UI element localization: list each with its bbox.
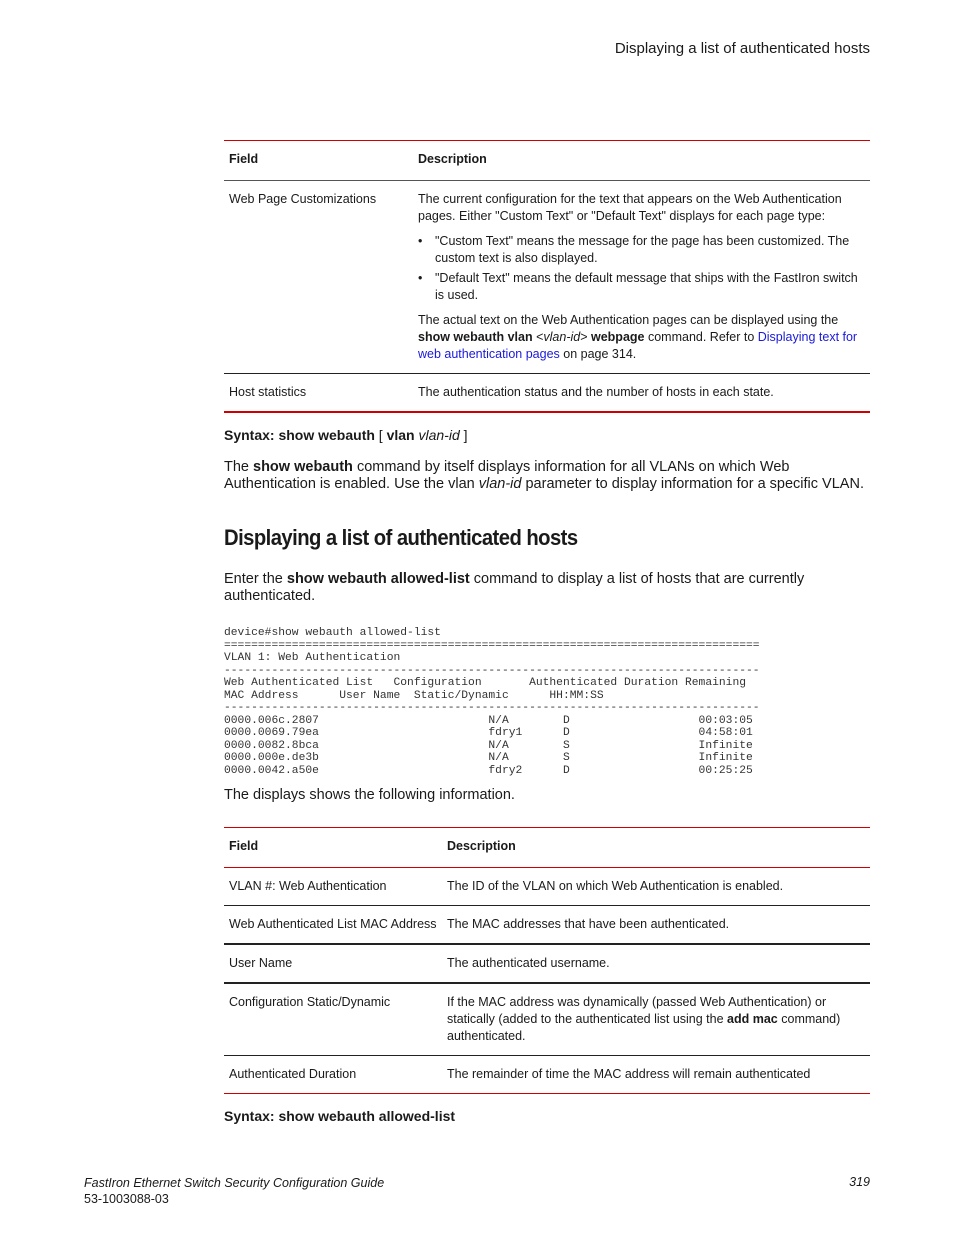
syntax-bracket: ]	[459, 427, 468, 443]
table-header-description: Description	[442, 828, 870, 868]
paragraph-text: The	[224, 459, 254, 475]
paragraph-text: command to display a list of hosts that are currently authenticated.	[224, 571, 805, 604]
description-cell: The authenticated username.	[442, 944, 870, 983]
table-row	[224, 944, 870, 983]
running-header: Displaying a list of authenticated hosts	[614, 40, 870, 57]
cross-reference-link[interactable]: Displaying text for web authentication pages	[418, 330, 858, 361]
syntax-argument: vlan-id	[414, 427, 460, 443]
allowed-list-fields-table	[224, 827, 870, 1094]
table-row	[224, 906, 870, 945]
command-output: device#show webauth allowed-list =============================================================================== VLAN 1: Web Authentication ------------------------------------------------------------------------------- Web Authenticated List Configuration Authenticated Duration Remaining MAC Address User Name Static/Dynamic HH:MM:SS ------------------------------------------------------------------------------- 0000.006c.2807 N/A D 00:03:05 0000.0069.79ea fdry1 D 04:58:01 0000.0082.8bca N/A S Infinite 0000.000e.de3b N/A S Infinite 0000.0042.a50e fdry2 D 00:25:25	[224, 627, 760, 777]
note-text: <	[532, 330, 544, 344]
paragraph-text: Enter the	[224, 571, 287, 587]
field-cell: VLAN #: Web Authentication	[224, 868, 442, 906]
field-cell: Web Authenticated List MAC Address	[224, 906, 442, 945]
table-row	[224, 983, 870, 1056]
note-text: >	[580, 330, 591, 344]
command-text: webpage	[591, 330, 645, 344]
document-number: 53-1003088-03	[84, 1192, 169, 1206]
syntax-line	[224, 427, 870, 443]
bullet-list	[418, 233, 865, 304]
field-cell: User Name	[224, 944, 442, 983]
page-content	[224, 140, 870, 1124]
syntax-bracket: [	[374, 427, 387, 443]
description-cell: The authentication status and the number of hosts in each state.	[413, 374, 870, 413]
body-paragraph	[224, 459, 870, 493]
footer	[84, 1175, 384, 1207]
field-cell: Web Page Customizations	[224, 181, 413, 374]
table-header-field: Field	[224, 828, 442, 868]
table-header-description: Description	[413, 141, 870, 181]
description-cell: The remainder of time the MAC address will remain authenticated	[442, 1056, 870, 1094]
description-intro: The current configuration for the text that appears on the Web Authentication pages. Either "Custom Text" or "Default Text" displays for each page type:	[418, 192, 842, 223]
web-page-fields-table	[224, 140, 870, 413]
command-text: show webauth vlan	[418, 330, 533, 344]
description-note	[418, 312, 865, 363]
command-text: show webauth allowed-list	[286, 571, 470, 587]
description-text: If the MAC address was dynamically (passed Web Authentication) or statically (added to the authenticated list using the	[447, 995, 827, 1026]
bullet-item: • "Custom Text" means the message for the page has been customized. The custom text is also displayed.	[418, 233, 865, 267]
command-text: add mac	[727, 1012, 778, 1026]
syntax-label: Syntax: show webauth allowed-list	[224, 1108, 456, 1124]
description-cell: The MAC addresses that have been authenticated.	[442, 906, 870, 945]
paragraph-text: command by itself displays information for all VLANs on which Web Authentication is enabled. Use the vlan	[224, 459, 790, 492]
syntax-label: Syntax: show webauth	[224, 427, 375, 443]
field-cell: Host statistics	[224, 374, 413, 413]
page-number: 319	[849, 1175, 870, 1189]
body-paragraph: The displays shows the following information.	[224, 787, 515, 803]
paragraph-text: parameter to display information for a specific VLAN.	[521, 476, 864, 492]
body-paragraph	[224, 571, 870, 605]
table-row	[224, 1056, 870, 1094]
description-cell	[442, 983, 870, 1056]
table-header-field: Field	[224, 141, 413, 181]
table-row	[224, 181, 870, 374]
syntax-keyword: vlan	[386, 427, 415, 443]
table-row	[224, 868, 870, 906]
command-text: show webauth	[253, 459, 353, 475]
table-row	[224, 374, 870, 413]
description-cell: The ID of the VLAN on which Web Authentication is enabled.	[442, 868, 870, 906]
syntax-line	[224, 1108, 870, 1124]
bullet-item: • "Default Text" means the default message that ships with the FastIron switch is used.	[418, 270, 865, 304]
section-heading: Displaying a list of authenticated hosts	[224, 525, 578, 550]
note-text: The actual text on the Web Authentication pages can be displayed using the	[418, 313, 839, 327]
argument-text: vlan-id	[543, 330, 581, 344]
field-cell: Configuration Static/Dynamic	[224, 983, 442, 1056]
description-text: command) authenticated.	[447, 1012, 841, 1043]
description-cell	[413, 181, 870, 374]
argument-text: vlan-id	[478, 476, 522, 492]
field-cell: Authenticated Duration	[224, 1056, 442, 1094]
note-text: on page 314.	[559, 347, 637, 361]
note-text: command. Refer to	[644, 330, 758, 344]
guide-title: FastIron Ethernet Switch Security Configuration Guide	[84, 1176, 385, 1190]
